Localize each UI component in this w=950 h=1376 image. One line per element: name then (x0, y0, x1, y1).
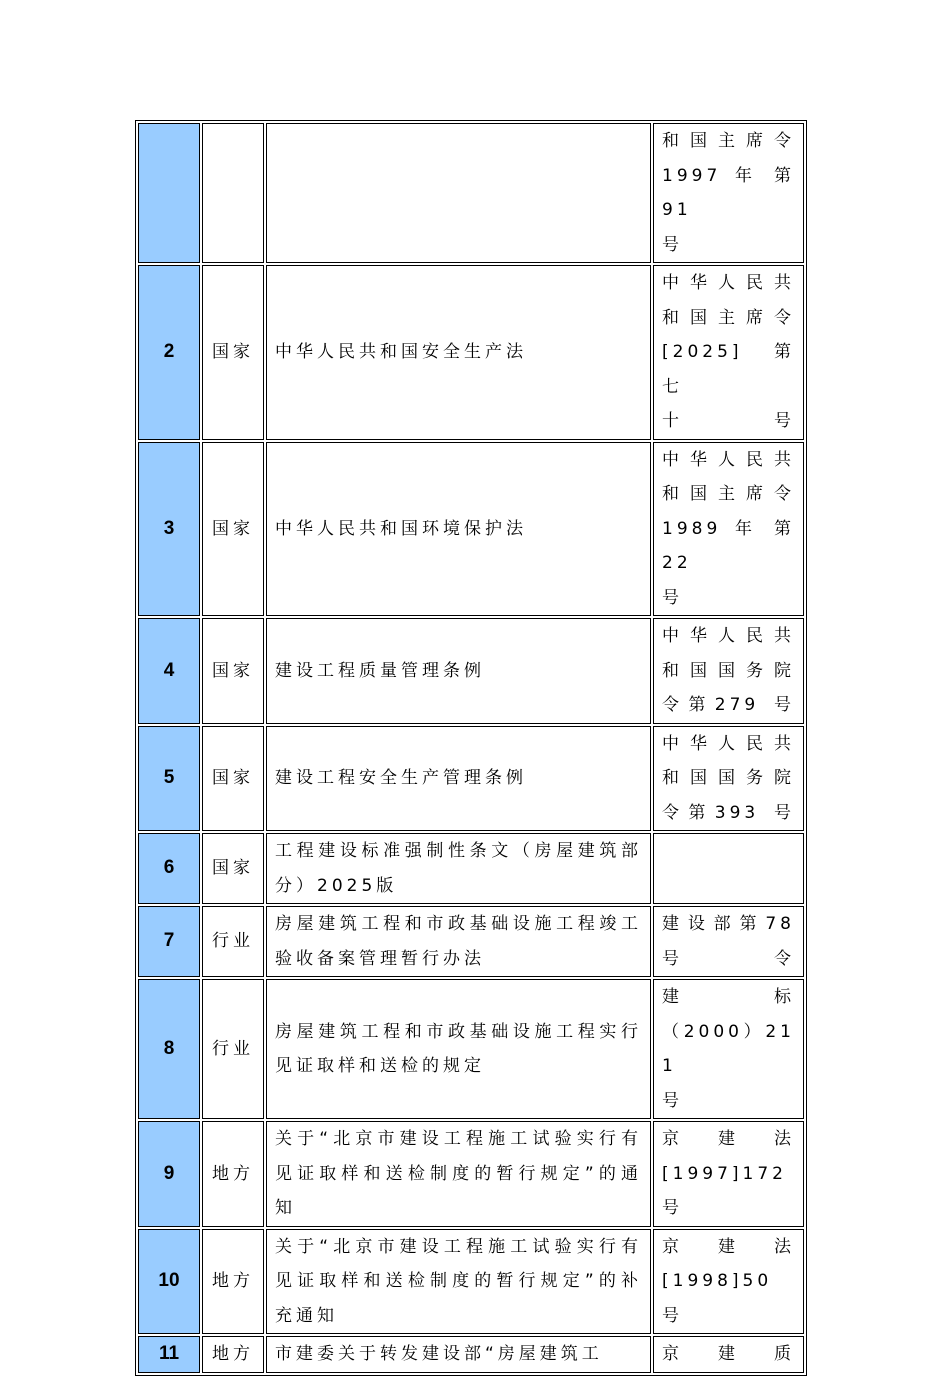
document-number-line: 和国国务院 (662, 768, 795, 788)
regulation-title: 房屋建筑工程和市政基础设施工程实行见证取样和送检的规定 (266, 979, 651, 1119)
document-number-line: 建设部第78 (662, 914, 795, 934)
regulation-title: 建设工程质量管理条例 (266, 618, 651, 724)
document-number (653, 906, 804, 977)
document-number-line: 令第279 号 (662, 695, 795, 715)
document-number-line: 京 建 法 (662, 1129, 795, 1149)
regulation-level: 国家 (202, 726, 264, 832)
row-number: 4 (138, 618, 200, 724)
document-number-line: 令第393 号 (662, 802, 795, 823)
regulation-level (202, 123, 264, 263)
document-number (653, 618, 804, 724)
row-number: 8 (138, 979, 200, 1119)
document-number-line: [2025] 第 七 (662, 342, 795, 397)
row-number: 3 (138, 442, 200, 617)
document-number-line: [1997]172号 (662, 1163, 787, 1218)
document-number-line: 和国国务院 (662, 660, 795, 681)
table-row (138, 618, 804, 724)
row-number: 9 (138, 1121, 200, 1227)
document-number-line: 中华人民共 (662, 273, 795, 293)
document-number-line: 号 (662, 587, 683, 608)
document-number-line: 京 建 质 (662, 1344, 795, 1364)
row-number: 6 (138, 833, 200, 904)
table-row (138, 726, 804, 832)
document-number (653, 265, 804, 440)
document-number-line: 中华人民共 (662, 626, 795, 646)
document-number-line: 京 建 法 (662, 1236, 795, 1257)
regulation-level: 国家 (202, 265, 264, 440)
document-number-line: 1997 年 第 91 (662, 165, 795, 220)
regulation-level: 行业 (202, 906, 264, 977)
document-number (653, 979, 804, 1119)
regulation-title: 中华人民共和国环境保护法 (266, 442, 651, 617)
regulation-title: 中华人民共和国安全生产法 (266, 265, 651, 440)
regulation-title: 关于“北京市建设工程施工试验实行有见证取样和送检制度的暂行规定”的补充通知 (266, 1229, 651, 1335)
table-row (138, 442, 804, 617)
regulation-title (266, 123, 651, 263)
document-number-line: 中华人民共 (662, 449, 795, 470)
document-number (653, 726, 804, 832)
table-row (138, 833, 804, 904)
table-row (138, 265, 804, 440)
document-number (653, 442, 804, 617)
regulation-level: 国家 (202, 618, 264, 724)
document-number-line: 建 标 (662, 987, 795, 1007)
document-number (653, 123, 804, 263)
document-number-line: 和国主席令 (662, 484, 795, 504)
document-number (653, 833, 804, 904)
document-number-line: 号 (662, 1090, 683, 1111)
row-number (138, 123, 200, 263)
regulation-level: 地方 (202, 1121, 264, 1227)
table-row (138, 1336, 804, 1373)
regulation-title: 工程建设标准强制性条文（房屋建筑部分）2025版 (266, 833, 651, 904)
row-number: 7 (138, 906, 200, 977)
regulations-table-body (138, 123, 804, 1373)
document-number (653, 1336, 804, 1373)
regulation-level: 国家 (202, 833, 264, 904)
document-number-line: 十号 (662, 411, 795, 431)
document-number-line: （2000）211 (662, 1021, 795, 1076)
document-number-line: 1989 年 第 22 (662, 518, 795, 573)
document-number (653, 1121, 804, 1227)
row-number: 2 (138, 265, 200, 440)
regulation-title: 建设工程安全生产管理条例 (266, 726, 651, 832)
row-number: 10 (138, 1229, 200, 1335)
regulation-level: 行业 (202, 979, 264, 1119)
regulation-title: 房屋建筑工程和市政基础设施工程竣工验收备案管理暂行办法 (266, 906, 651, 977)
regulation-level: 地方 (202, 1336, 264, 1373)
document-number-line: 和国主席令 (662, 307, 795, 328)
regulation-title: 市建委关于转发建设部“房屋建筑工 (266, 1336, 651, 1373)
regulations-table (135, 120, 807, 1376)
document-number-line: 中华人民共 (662, 733, 795, 754)
row-number: 11 (138, 1336, 200, 1373)
table-row (138, 979, 804, 1119)
regulation-title: 关于“北京市建设工程施工试验实行有见证取样和送检制度的暂行规定”的通知 (266, 1121, 651, 1227)
document-number-line: 号令 (662, 948, 795, 969)
document-number (653, 1229, 804, 1335)
table-row (138, 1229, 804, 1335)
regulation-level: 地方 (202, 1229, 264, 1335)
regulation-level: 国家 (202, 442, 264, 617)
document-number-line: 和国主席令 (662, 131, 795, 151)
table-row (138, 123, 804, 263)
document-number-line: [1998]50 号 (662, 1271, 773, 1326)
table-row (138, 906, 804, 977)
document-number-line: 号 (662, 234, 683, 255)
table-row (138, 1121, 804, 1227)
row-number: 5 (138, 726, 200, 832)
